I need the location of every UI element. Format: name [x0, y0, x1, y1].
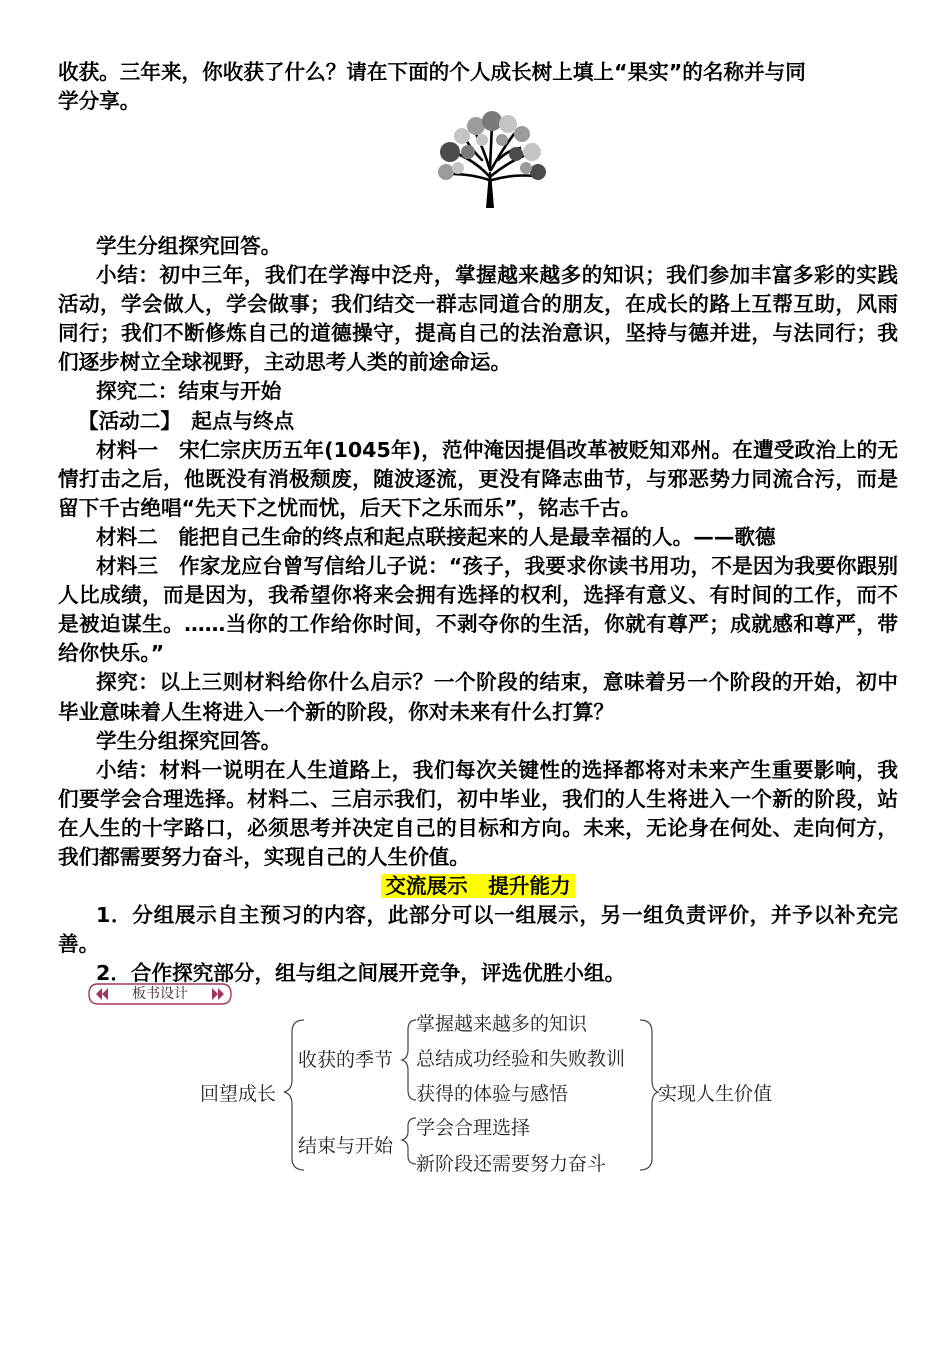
intro-line-1: 收获。三年来，你收获了什么？请在下面的个人成长树上填上“果实”的名称并与同 — [58, 60, 806, 84]
intro-line-2: 学分享。 — [58, 89, 141, 114]
branch-two-label: 结束与开始 — [298, 1135, 394, 1157]
exchange-item-1: 1．分组展示自主预习的内容，此部分可以一组展示，另一组负责评价，并予以补充完善。 — [58, 903, 898, 957]
board-design-badge — [88, 983, 232, 1005]
branch-one-item: 获得的体验与感悟 — [416, 1083, 569, 1105]
exchange-heading — [58, 872, 898, 901]
branch-two-item: 新阶段还需要努力奋斗 — [416, 1153, 607, 1175]
intro-paragraph — [58, 58, 898, 116]
board-root: 回望成长 — [200, 1083, 277, 1105]
main-content — [58, 232, 898, 988]
part1-summary: 小结：初中三年，我们在学海中泛舟，掌握越来越多的知识；我们参加丰富多彩的实践活动，学会做人，学会做事；我们结交一群志同道合的朋友，在成长的路上互帮互助，风雨同行；我们不断修炼自己的道德操守，提高自己的法治意识，坚持与德并进，与法同行；我们逐步树立全球视野，主动思考人类的前途命运。 — [58, 263, 898, 375]
branch-two-item: 学会合理选择 — [416, 1117, 531, 1139]
part1-answer: 学生分组探究回答。 — [96, 234, 282, 258]
material-two: 材料二 能把自己生命的终点和起点联接起来的人是最幸福的人。——歌德 — [96, 524, 776, 549]
growth-tree-icon — [432, 110, 550, 208]
exchange-item-2: 2．合作探究部分，组与组之间展开竞争，评选优胜小组。 — [96, 961, 626, 986]
part2-summary: 小结：材料一说明在人生道路上，我们每次关键性的选择都将对未来产生重要影响，我们要学会合理选择。材料二、三启示我们，初中毕业，我们的人生将进入一个新的阶段，站在人生的十字路口，必须思考并决定自己的目标和方向。未来，无论身在何处、走向何方，我们都需要努力奋斗，实现自己的人生价值。 — [58, 757, 898, 869]
branch-one-label: 收获的季节 — [298, 1049, 394, 1071]
part2-answer: 学生分组探究回答。 — [96, 728, 282, 753]
board-diagram — [0, 1010, 950, 1180]
branch-one-item: 总结成功经验和失败教训 — [416, 1048, 626, 1070]
material-one: 材料一 宋仁宗庆历五年(1045年)，范仲淹因提倡改革被贬知邓州。在遭受政治上的无情打击之后，他既没有消极颓废，随波逐流，更没有降志曲节，与邪恶势力同流合污，而是留下千古绝唱“先天下之忧而忧，后天下之乐而乐”，铭志千古。 — [58, 437, 898, 520]
exchange-heading-text: 交流展示 提升能力 — [381, 874, 574, 898]
material-three: 材料三 作家龙应台曾写信给儿子说：“孩子，我要求你读书用功，不是因为我要你跟别人比成绩，而是因为，我希望你将来会拥有选择的权利，选择有意义、有时间的工作，而不是被迫谋生。……当你的工作给你时间，不剥夺你的生活，你就有尊严；成就感和尊严，带给你快乐。” — [58, 554, 898, 666]
badge-label: 板书设计 — [132, 986, 188, 1002]
activity-two-title: 【活动二】 起点与终点 — [78, 408, 295, 433]
explore-question: 探究：以上三则材料给你什么启示？一个阶段的结束，意味着另一个阶段的开始，初中毕业意味着人生将进入一个新的阶段，你对未来有什么打算？ — [58, 670, 898, 724]
part2-title: 探究二：结束与开始 — [96, 379, 282, 404]
board-result: 实现人生价值 — [658, 1083, 773, 1105]
branch-one-item: 掌握越来越多的知识 — [416, 1013, 588, 1035]
